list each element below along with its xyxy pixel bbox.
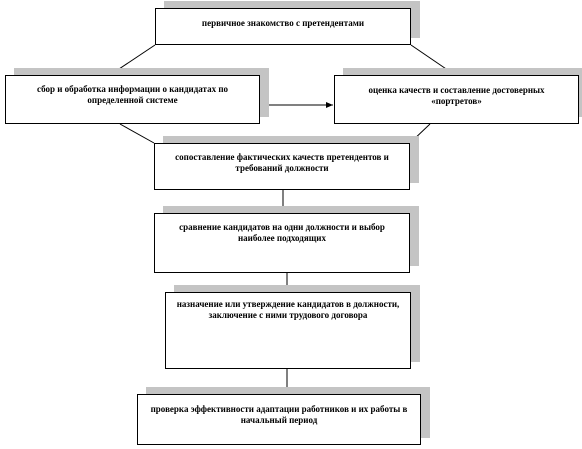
step-text: сбор и обработка информации о кандидатах по определенной системе	[36, 84, 229, 105]
connector-line	[120, 124, 154, 143]
step-text: первичное знакомство с претендентами	[201, 18, 365, 28]
step-appointment-contract	[165, 292, 411, 369]
step-text: назначение или утверждение кандидатов в должности, заключение с ними трудового договора	[176, 299, 400, 320]
step-text: сравнение кандидатов на одни должности и выбор наиболее подходящих	[179, 222, 385, 243]
step-compare-candidates	[154, 213, 410, 273]
step-check-adaptation	[137, 394, 421, 445]
step-assess-qualities	[334, 75, 579, 124]
step-text: сопоставление фактических качеств претендентов и требований должности	[175, 152, 389, 173]
step-initial-acquaintance	[155, 8, 411, 45]
step-text: проверка эффективности адаптации работников и их работы в начальный период	[150, 404, 408, 425]
step-collect-information	[5, 75, 260, 124]
step-compare-requirements	[154, 143, 410, 190]
step-text: оценка качеств и составление достоверных «портретов»	[368, 85, 545, 106]
